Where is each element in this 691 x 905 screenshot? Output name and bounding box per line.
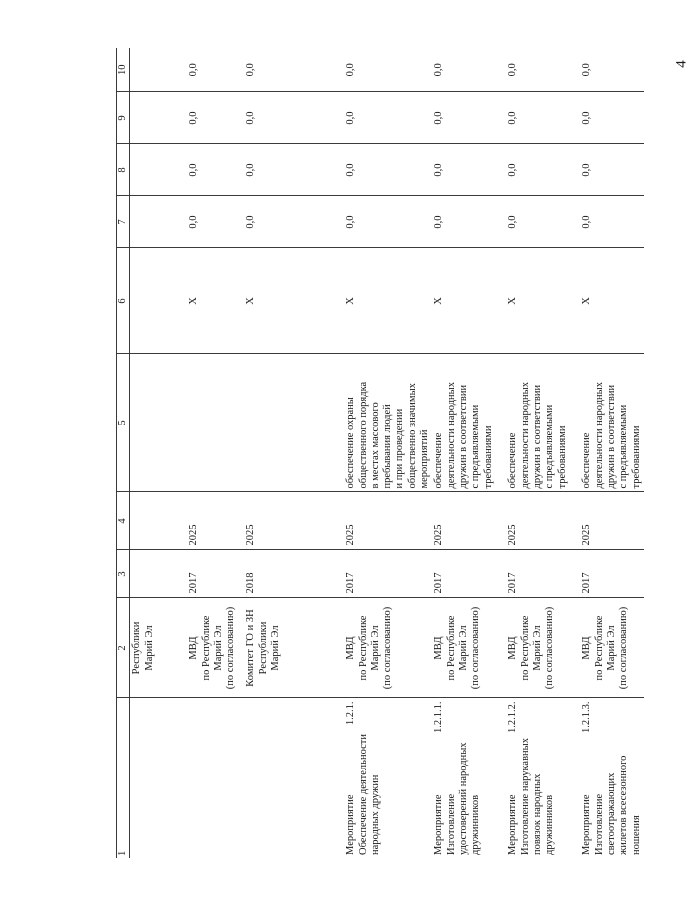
cell-col-9 <box>130 92 188 144</box>
cell-col-2: МВД по Республике Марий Эл (по согласованию) <box>580 598 643 698</box>
cell-col-1 <box>244 698 344 858</box>
cell-col-1 <box>580 698 643 858</box>
table-row <box>244 48 344 858</box>
cell-col-3: 2017 <box>187 550 244 598</box>
cell-col-10: 0,0 <box>187 48 244 92</box>
measure-title: Изготовление удостоверений народных дружинников <box>445 742 482 855</box>
measure-number: 1.2.1.2. <box>507 701 519 733</box>
cell-col-8: 0,0 <box>432 144 506 196</box>
cell-col-5: обеспечение охраны общественного порядка в местах массового пребывания людей и при проведении общественно значимых мероприятий <box>344 354 432 492</box>
header-col-7: 7 <box>117 196 130 248</box>
cell-col-10: 0,0 <box>506 48 580 92</box>
measure-number: 1.2.1.3. <box>581 701 593 733</box>
header-col-4: 4 <box>117 492 130 550</box>
cell-col-3: 2017 <box>506 550 580 598</box>
cell-col-9: 0,0 <box>432 92 506 144</box>
cell-col-4: 2025 <box>244 492 344 550</box>
cell-col-2: Комитет ГО и ЗН Республики Марий Эл <box>244 598 344 698</box>
table-row <box>187 48 244 858</box>
cell-col-6: Х <box>432 248 506 354</box>
cell-col-6: Х <box>244 248 344 354</box>
measure-number: 1.2.1.1. <box>433 701 445 733</box>
header-col-6: 6 <box>117 248 130 354</box>
cell-col-5: обеспечение деятельности народных дружин в соответствии с предъявляемыми требованиями <box>506 354 580 492</box>
cell-col-1 <box>432 698 506 858</box>
cell-col-9: 0,0 <box>344 92 432 144</box>
measure-label: Мероприятие <box>581 794 593 855</box>
page-number: 4 <box>673 60 690 68</box>
cell-col-9: 0,0 <box>506 92 580 144</box>
table-row <box>432 48 506 858</box>
cell-col-5 <box>244 354 344 492</box>
cell-col-4: 2025 <box>432 492 506 550</box>
cell-col-8: 0,0 <box>187 144 244 196</box>
cell-col-4: 2025 <box>506 492 580 550</box>
cell-col-9: 0,0 <box>580 92 643 144</box>
header-col-9: 9 <box>117 92 130 144</box>
cell-col-8: 0,0 <box>506 144 580 196</box>
cell-col-2: МВД по Республике Марий Эл (по согласованию) <box>187 598 244 698</box>
cell-col-3: 2017 <box>580 550 643 598</box>
cell-col-5: обеспечение деятельности народных дружин в соответствии с предъявляемыми требованиями <box>580 354 643 492</box>
table-row <box>130 48 188 858</box>
cell-col-10: 0,0 <box>580 48 643 92</box>
cell-col-1 <box>187 698 244 858</box>
cell-col-10: 0,0 <box>244 48 344 92</box>
cell-col-10 <box>130 48 188 92</box>
cell-col-7: 0,0 <box>344 196 432 248</box>
cell-col-6: Х <box>580 248 643 354</box>
cell-col-7: 0,0 <box>506 196 580 248</box>
header-col-10: 10 <box>117 48 130 92</box>
cell-col-1 <box>344 698 432 858</box>
cell-col-4 <box>130 492 188 550</box>
measure-label: Мероприятие <box>507 794 519 855</box>
cell-col-9: 0,0 <box>244 92 344 144</box>
program-measures-table <box>116 48 644 858</box>
cell-col-2: МВД по Республике Марий Эл (по согласованию) <box>344 598 432 698</box>
table-row <box>344 48 432 858</box>
cell-col-10: 0,0 <box>432 48 506 92</box>
cell-col-8 <box>130 144 188 196</box>
header-col-2: 2 <box>117 598 130 698</box>
measure-title: Изготовление нарукавных повязок народных дружинников <box>519 738 556 855</box>
header-col-8: 8 <box>117 144 130 196</box>
header-col-3: 3 <box>117 550 130 598</box>
cell-col-4: 2025 <box>580 492 643 550</box>
cell-col-7: 0,0 <box>187 196 244 248</box>
cell-col-3: 2018 <box>244 550 344 598</box>
cell-col-10: 0,0 <box>344 48 432 92</box>
cell-col-6 <box>130 248 188 354</box>
cell-col-4: 2025 <box>187 492 244 550</box>
cell-col-9: 0,0 <box>187 92 244 144</box>
cell-col-2: Республики Марий Эл <box>130 598 188 698</box>
cell-col-7 <box>130 196 188 248</box>
header-col-1: 1 <box>117 698 130 858</box>
cell-col-3 <box>130 550 188 598</box>
cell-col-7: 0,0 <box>432 196 506 248</box>
cell-col-3: 2017 <box>344 550 432 598</box>
cell-col-6: Х <box>187 248 244 354</box>
rotated-table-container <box>116 48 642 858</box>
table-row <box>580 48 643 858</box>
cell-col-8: 0,0 <box>344 144 432 196</box>
table-row <box>506 48 580 858</box>
measure-title: Изготовление светоотражающих жилетов всесезонного ношения <box>593 755 642 855</box>
cell-col-8: 0,0 <box>580 144 643 196</box>
measure-label: Мероприятие <box>345 794 357 855</box>
cell-col-5: обеспечение деятельности народных дружин в соответствии с предъявляемыми требованиями <box>432 354 506 492</box>
measure-number: 1.2.1. <box>345 701 357 726</box>
cell-col-1 <box>506 698 580 858</box>
cell-col-7: 0,0 <box>580 196 643 248</box>
column-number-row <box>117 48 130 858</box>
measure-title: Обеспечение деятельности народных дружин <box>357 734 381 855</box>
header-col-5: 5 <box>117 354 130 492</box>
cell-col-2: МВД по Республике Марий Эл (по согласованию) <box>506 598 580 698</box>
cell-col-6: Х <box>344 248 432 354</box>
cell-col-5 <box>130 354 188 492</box>
cell-col-4: 2025 <box>344 492 432 550</box>
cell-col-5 <box>187 354 244 492</box>
cell-col-3: 2017 <box>432 550 506 598</box>
cell-col-1 <box>130 698 188 858</box>
cell-col-8: 0,0 <box>244 144 344 196</box>
cell-col-2: МВД по Республике Марий Эл (по согласованию) <box>432 598 506 698</box>
cell-col-6: Х <box>506 248 580 354</box>
measure-label: Мероприятие <box>433 794 445 855</box>
cell-col-7: 0,0 <box>244 196 344 248</box>
